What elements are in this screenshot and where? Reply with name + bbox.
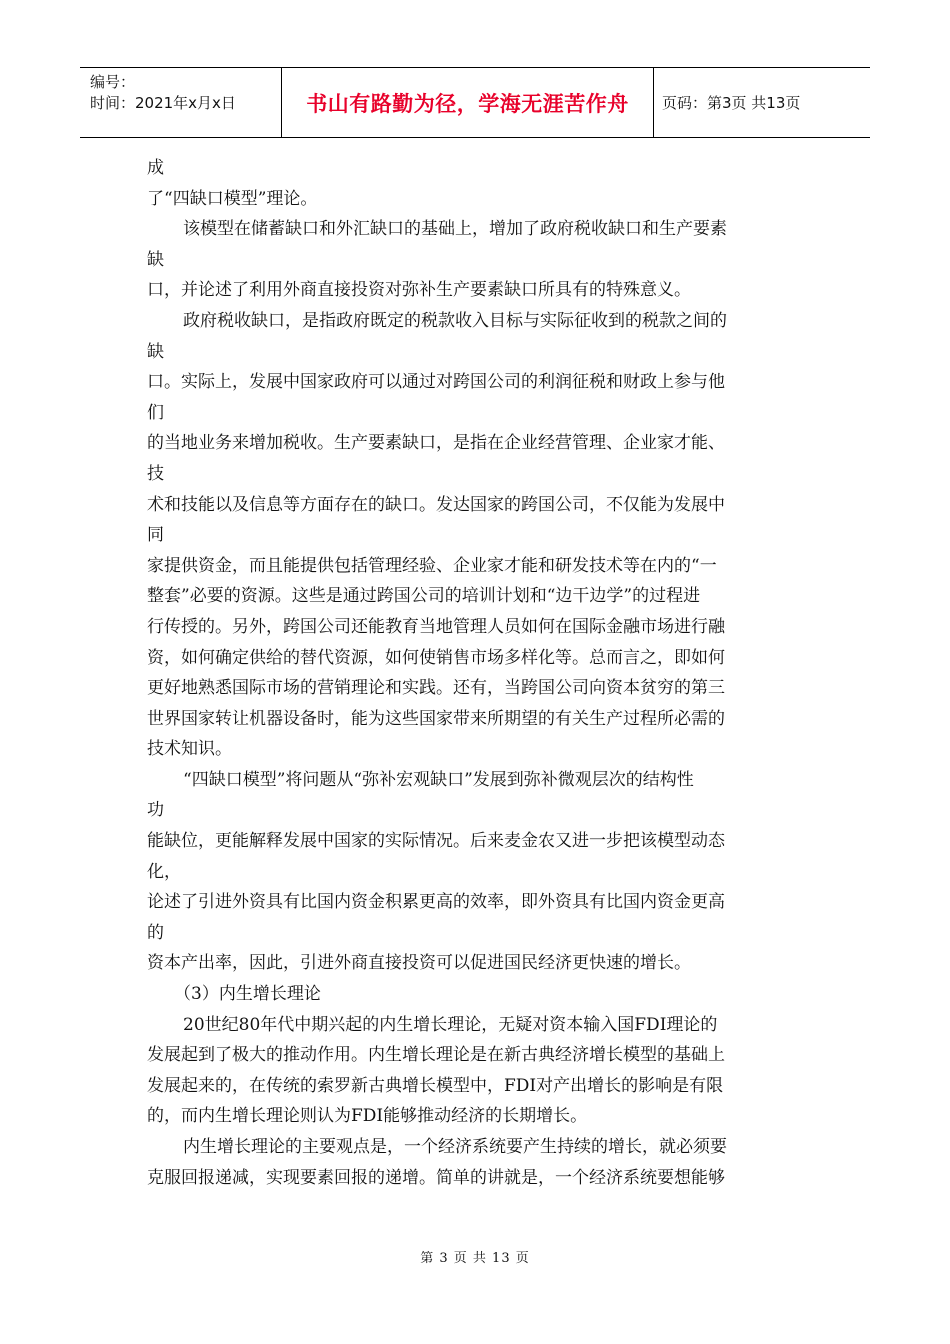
text-line: 20世纪80年代中期兴起的内生增长理论，无疑对资本输入国FDI理论的 [183,1014,718,1035]
text-line: 口，并论述了利用外商直接投资对弥补生产要素缺口所具有的特殊意义。 [147,280,691,301]
text-line: 资本产出率，因此，引进外商直接投资可以促进国民经济更快速的增长。 [147,953,691,974]
header-page-label: 页码：第3页 共13页 [662,94,801,112]
body-text [147,153,811,1193]
text-line: 术和技能以及信息等方面存在的缺口。发达国家的跨国公司，不仅能为发展中 [147,494,725,515]
document-header [80,67,870,138]
text-line: 该模型在储蓄缺口和外汇缺口的基础上，增加了政府税收缺口和生产要素 [183,219,727,240]
text-line: 发展起来的，在传统的索罗新古典增长模型中，FDI对产出增长的影响是有限 [147,1075,724,1096]
text-line: 口。实际上，发展中国家政府可以通过对跨国公司的利润征税和财政上参与他 [147,372,725,393]
text-line: 的当地业务来增加税收。生产要素缺口，是指在企业经营管理、企业家才能、 [147,433,725,454]
text-line: 克服回报递减，实现要素回报的递增。简单的讲就是，一个经济系统要想能够 [147,1167,725,1188]
text-line: 的，而内生增长理论则认为FDI能够推动经济的长期增长。 [147,1106,588,1127]
number-label: 编号： [90,73,136,91]
text-line: 整套”必要的资源。这些是通过跨国公司的培训计划和“边干边学”的过程进 [147,586,701,607]
text-line: 功 [147,800,164,821]
text-line: 发展起到了极大的推动作用。内生增长理论是在新古典经济增长模型的基础上 [147,1045,725,1066]
text-line: 家提供资金，而且能提供包括管理经验、企业家才能和研发技术等在内的“一 [147,555,717,576]
header-motto: 书山有路勤为径，学海无涯苦作舟 [282,68,654,137]
text-line: 内生增长理论的主要观点是，一个经济系统要产生持续的增长，就必须要 [183,1137,727,1157]
text-line: 资，如何确定供给的替代资源，如何使销售市场多样化等。总而言之，即如何 [147,647,725,668]
text-line: 技术知识。 [147,739,232,760]
text-line: 化， [147,861,181,882]
text-line: 缺 [147,249,164,270]
text-line: 政府税收缺口，是指政府既定的税款收入目标与实际征收到的税款之间的 [183,310,727,331]
text-line: 更好地熟悉国际市场的营销理论和实践。还有，当跨国公司向资本贫穷的第三 [147,678,725,699]
text-line: “四缺口模型”将问题从“弥补宏观缺口”发展到弥补微观层次的结构性 [183,769,694,790]
text-line: 行传授的。另外，跨国公司还能教育当地管理人员如何在国际金融市场进行融 [147,616,725,637]
text-line: 能缺位，更能解释发展中国家的实际情况。后来麦金农又进一步把该模型动态 [147,831,725,852]
text-line: 成 [147,158,164,178]
text-line: 技 [147,463,164,484]
text-line: 缺 [147,341,164,362]
text-line: 同 [147,525,164,546]
header-meta [80,68,282,137]
text-line: 世界国家转让机器设备时，能为这些国家带来所期望的有关生产过程所必需的 [147,708,725,729]
text-line: 了“四缺口模型”理论。 [147,188,318,209]
section-heading: （3）内生增长理论 [174,984,321,1005]
text-line: 论述了引进外资具有比国内资金积累更高的效率，即外资具有比国内资金更高 [147,892,725,913]
text-line: 们 [147,402,164,423]
text-line: 的 [147,922,164,943]
page-footer: 第 3 页 共 13 页 [420,1251,530,1266]
date-label: 时间：2021年x月x日 [90,94,236,112]
